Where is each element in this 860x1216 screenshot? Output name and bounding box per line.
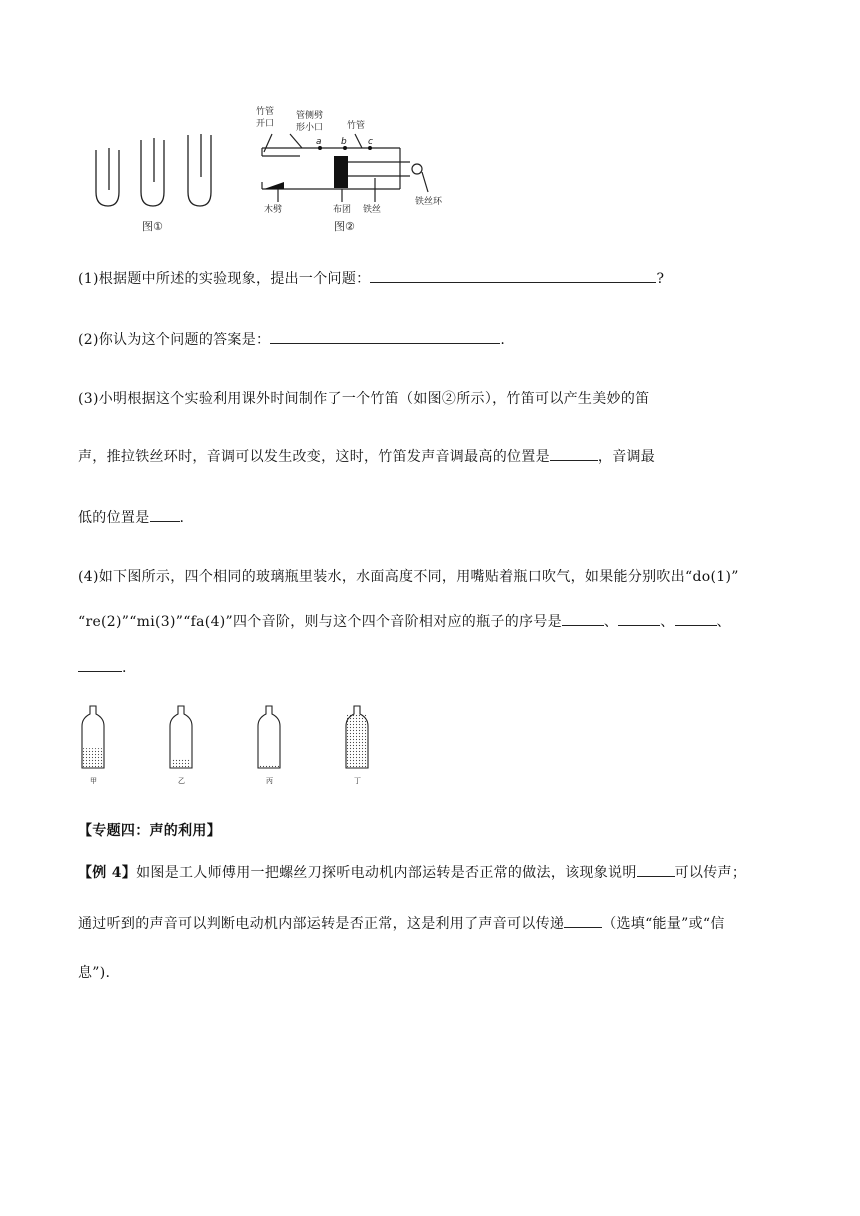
bottle-label-4: 丁: [354, 777, 361, 785]
test-tube-3: [188, 134, 211, 206]
q1-text: (1)根据题中所述的实验现象，提出一个问题：: [78, 271, 371, 287]
topic-4-title: 【专题四：声的利用】: [78, 823, 221, 839]
label-pipe-opening-1: 竹管: [256, 107, 275, 117]
water-level-1: [83, 748, 103, 768]
q1-answer-blank[interactable]: [370, 268, 656, 283]
label-wire: 铁丝: [363, 205, 382, 215]
water-level-2: [171, 759, 191, 768]
bottle-label-3: 丙: [266, 777, 273, 785]
fig1-caption: 图①: [142, 220, 163, 233]
label-side-notch-2: 形小口: [296, 123, 324, 133]
label-cloth-plug: 布团: [333, 205, 352, 215]
fig2-caption: 图②: [334, 220, 355, 233]
bottle-1: [82, 706, 104, 785]
ex4-line1b: 可以传声；: [674, 865, 747, 881]
q3-line2b: ，音调最: [597, 449, 656, 465]
ex4-line2b: （选填“能量”或“信: [602, 916, 725, 932]
q3-lowest-blank[interactable]: [150, 507, 180, 522]
q2-end: .: [500, 332, 506, 348]
question-3-line-2: [78, 446, 655, 466]
wood-wedge: [264, 182, 284, 189]
q3-line3a: 低的位置是: [78, 510, 150, 526]
ex4-tag: 【例 4】: [78, 865, 137, 881]
example-4-line-1: [78, 862, 746, 882]
question-4-line-3: [78, 657, 127, 676]
ex4-line2a: 通过听到的声音可以判断电动机内部运转是否正常，这是利用了声音可以传递: [78, 916, 565, 932]
q4-sep-3: 、: [716, 614, 731, 630]
figure-2-bamboo-flute: [250, 104, 450, 236]
example-4-line-2: [78, 913, 725, 933]
q4-line2a: “re(2)”“mi(3)”“fa(4)”四个音阶，则与这个四个音阶相对应的瓶子的序号是: [78, 614, 562, 630]
q4-blank-2[interactable]: [618, 611, 660, 626]
label-wood-wedge: 木劈: [264, 205, 283, 215]
ex4-line1a: 如图是工人师傅用一把螺丝刀探听电动机内部运转是否正常的做法，该现象说明: [136, 865, 637, 881]
label-side-notch-1: 管侧劈: [296, 111, 324, 121]
q3-highest-blank[interactable]: [550, 446, 598, 461]
water-level-4: [347, 714, 367, 768]
question-4-line-2: [78, 611, 731, 631]
example-4-line-3: 息”).: [78, 965, 111, 981]
question-2: [78, 329, 505, 349]
test-tube-2: [141, 138, 164, 206]
q3-line3b: .: [179, 510, 185, 526]
label-wire-ring: 铁丝环: [415, 197, 443, 207]
label-pipe-opening-2: 开口: [256, 119, 275, 129]
q4-line1: (4)如下图所示，四个相同的玻璃瓶里装水，水面高度不同，用嘴贴着瓶口吹气，如果能分别吹出“do(1)”: [78, 569, 739, 585]
bottle-label-1: 甲: [90, 777, 97, 785]
figure-1-test-tubes: [88, 132, 238, 237]
cloth-plug: [334, 156, 348, 188]
q2-text: (2)你认为这个问题的答案是：: [78, 332, 271, 348]
q4-blank-1[interactable]: [562, 611, 604, 626]
q3-line1: (3)小明根据这个实验利用课外时间制作了一个竹笛（如图②所示），竹笛可以产生美妙的笛: [78, 391, 650, 407]
question-4-line-1: [78, 566, 739, 586]
q4-sep-1: 、: [603, 614, 619, 630]
bottle-3: [258, 706, 280, 785]
label-c: c: [368, 137, 373, 147]
q4-blank-4[interactable]: [78, 657, 122, 672]
test-tube-1: [96, 148, 119, 206]
label-bamboo-pipe: 竹管: [347, 121, 366, 131]
q4-sep-2: 、: [660, 614, 675, 630]
label-b: b: [341, 137, 347, 147]
bottle-label-2: 乙: [178, 777, 185, 785]
figure-bottles: [76, 702, 396, 788]
q3-line2a: 声，推拉铁丝环时，音调可以发生改变，这时，竹笛发声音调最高的位置是: [78, 449, 550, 465]
label-a: a: [316, 137, 322, 147]
bottle-2: [170, 706, 192, 785]
q4-line3b: .: [122, 660, 127, 676]
question-3-line-3: [78, 507, 184, 527]
bottle-outline-3: [258, 706, 280, 768]
ex4-medium-blank[interactable]: [637, 862, 675, 877]
q4-blank-3[interactable]: [675, 611, 717, 626]
q1-end: ?: [656, 271, 665, 287]
question-1: [78, 268, 664, 288]
q2-answer-blank[interactable]: [270, 329, 500, 344]
bottle-4: [346, 706, 368, 785]
question-3-line-1: [78, 388, 649, 408]
ex4-info-blank[interactable]: [564, 913, 602, 928]
bottle-outline-2: [170, 706, 192, 768]
